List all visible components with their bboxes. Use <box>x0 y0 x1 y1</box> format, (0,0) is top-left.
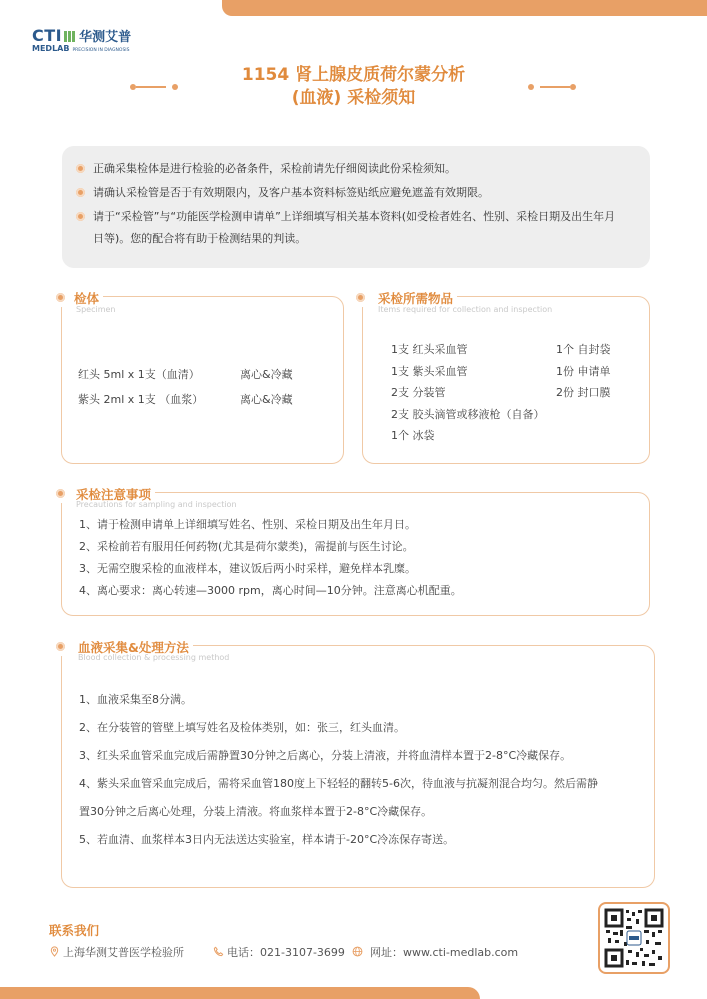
bullet-dot-icon <box>76 188 85 197</box>
logo-brand: CTI <box>32 26 63 45</box>
specimen-row-storage: 离心&冷藏 <box>240 393 293 406</box>
qr-code <box>598 902 670 974</box>
list-item: 2支 胶头滴管或移液枪（自备） <box>391 407 545 421</box>
title-left-dot-2 <box>172 84 178 90</box>
qr-code-icon <box>600 904 668 972</box>
items-title-en: Items required for collection and inspection <box>378 305 553 314</box>
page-title <box>130 64 577 110</box>
intro-panel <box>62 146 650 268</box>
items-title: 采检所需物品 <box>378 291 454 306</box>
precautions-title-en: Precautions for sampling and inspection <box>76 500 237 509</box>
title-right-dot <box>528 84 534 90</box>
list-item: 1支 红头采血管 <box>391 343 468 356</box>
company-logo <box>32 26 131 53</box>
title-line-1: 1154 肾上腺皮质荷尔蒙分析 <box>241 65 466 85</box>
items-right-list <box>556 339 611 404</box>
list-item: 2、在分装管的管壁上填写姓名及检体类别，如：张三，红头血清。 <box>79 721 405 734</box>
contact-address: 上海华测艾普医学检验所 <box>49 944 184 960</box>
specimen-title: 检体 <box>74 291 100 306</box>
intro-item: 请确认采检管是否于有效期限内，及客户基本资料标签贴纸应避免遮盖有效期限。 <box>76 182 642 204</box>
logo-tagline: PRECISION IN DIAGNOSIS <box>72 48 130 53</box>
contact-phone: 电话：021-3107-3699 <box>213 944 345 960</box>
items-left-list <box>391 339 545 447</box>
specimen-row-item: 红头 5ml x 1支（血清） <box>78 368 200 381</box>
list-item: 1、血液采集至8分满。 <box>79 693 192 706</box>
logo-sub: MEDLAB <box>32 44 70 53</box>
title-right-dot-2 <box>570 84 576 90</box>
list-item: 1个 自封袋 <box>556 343 611 356</box>
intro-item: 请于“采检管”与“功能医学检测申请单”上详细填写相关基本资料(如受检者姓名、性别、采检日期及出生年月 日等)。您的配合将有助于检测结果的判读。 <box>76 206 642 250</box>
title-right-line <box>540 86 570 88</box>
list-item: 4、离心要求：离心转速—3000 rpm，离心时间—10分钟。注意离心机配重。 <box>79 584 462 597</box>
section-dot-icon <box>56 489 65 498</box>
contact-website: 网址：www.cti-medlab.com <box>352 944 518 960</box>
list-item: 2、采检前若有服用任何药物(尤其是荷尔蒙类)，需提前与医生讨论。 <box>79 540 414 553</box>
specimen-row-item: 紫头 2ml x 1支 （血浆） <box>78 393 204 406</box>
section-dot-icon <box>356 293 365 302</box>
intro-item: 正确采集检体是进行检验的必备条件，采检前请先仔细阅读此份采检须知。 <box>76 158 642 180</box>
list-item: 5、若血清、血浆样本3日内无法送达实验室，样本请于-20°C冷冻保存寄送。 <box>79 833 455 846</box>
list-item: 2支 分装管 <box>391 386 446 399</box>
phone-icon <box>213 946 224 957</box>
top-decor-bar <box>222 0 707 16</box>
logo-grid-icon <box>64 31 75 42</box>
bullet-dot-icon <box>76 164 85 173</box>
title-left-line <box>136 86 166 88</box>
list-item: 4、紫头采血管采血完成后，需将采血管180度上下轻轻的翻转5-6次，待血液与抗凝剂混合均匀。然后需静 <box>79 777 598 790</box>
specimen-row-storage: 离心&冷藏 <box>240 368 293 381</box>
location-pin-icon <box>49 946 60 957</box>
contact-title: 联系我们 <box>49 923 100 938</box>
bullet-dot-icon <box>76 212 85 221</box>
list-item: 1、请于检测申请单上详细填写姓名、性别、采检日期及出生年月日。 <box>79 518 416 531</box>
logo-chinese-name: 华测艾普 <box>79 30 132 45</box>
method-title: 血液采集&处理方法 <box>78 640 189 655</box>
method-title-en: Blood collection & processing method <box>78 653 230 662</box>
list-item: 1支 紫头采血管 <box>391 364 468 378</box>
list-item: 3、无需空腹采检的血液样本，建议饭后两小时采样，避免样本乳糜。 <box>79 562 416 575</box>
list-item: 1个 冰袋 <box>391 429 435 442</box>
title-line-2: (血液) 采检须知 <box>291 88 416 108</box>
globe-icon <box>352 946 363 957</box>
list-item: 1份 申请单 <box>556 364 611 378</box>
list-item: 2份 封口膜 <box>556 386 611 399</box>
section-dot-icon <box>56 293 65 302</box>
section-dot-icon <box>56 642 65 651</box>
precautions-list <box>79 514 462 602</box>
list-item: 置30分钟之后离心处理，分装上清液。将血浆样本置于2-8°C冷藏保存。 <box>79 805 433 818</box>
precautions-title: 采检注意事项 <box>76 487 152 502</box>
bottom-decor-bar <box>0 987 480 999</box>
list-item: 3、红头采血管采血完成后需静置30分钟之后离心，分装上清液，并将血清样本置于2-8°C冷藏保存。 <box>79 749 572 762</box>
specimen-title-en: Specimen <box>76 305 116 314</box>
method-list <box>79 686 598 854</box>
